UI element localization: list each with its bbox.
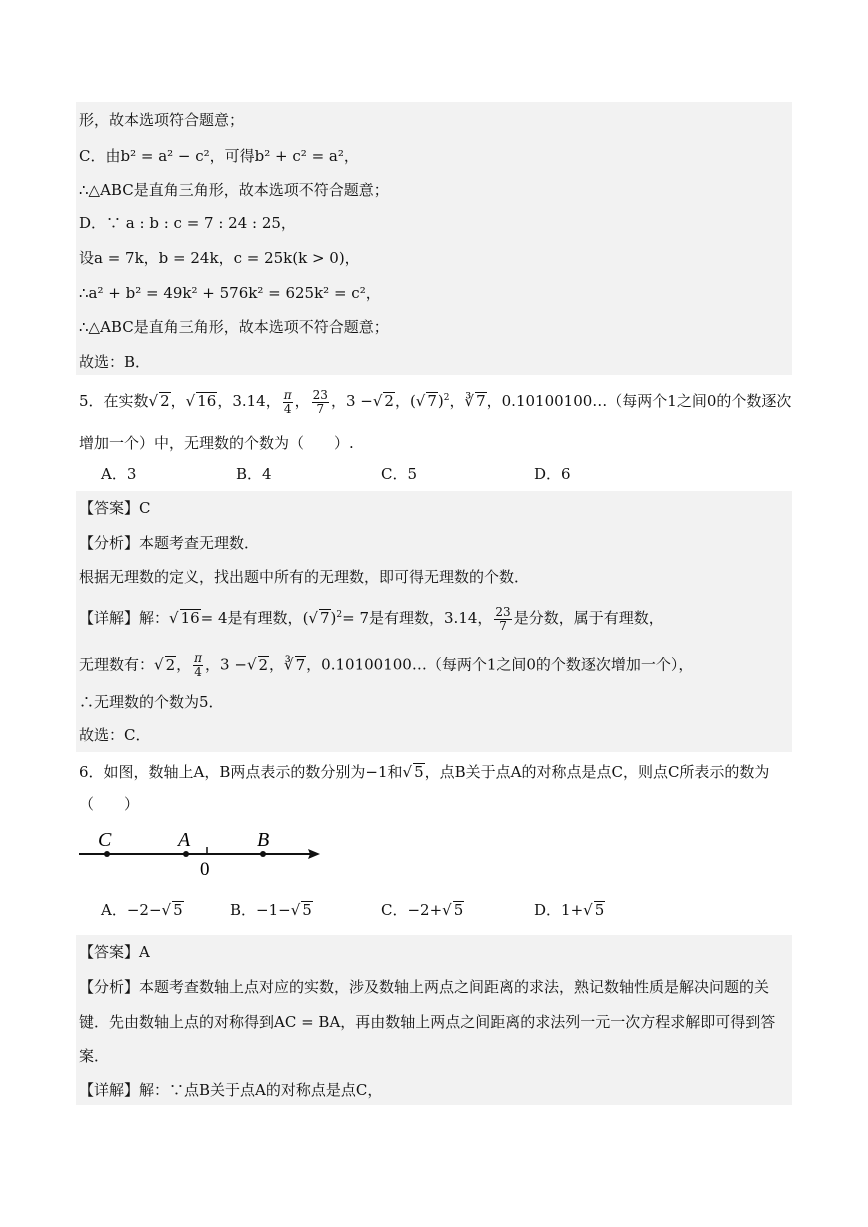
- q5-314: 3.14: [232, 392, 266, 410]
- q6-opt-b-sqrt: 5: [302, 901, 312, 919]
- q5-decimal: 0.10100100…（每两个1之间0的个数逐次: [501, 392, 792, 410]
- q5-detail-sqrt16: 16: [180, 609, 200, 627]
- q6-answer: 【答案】A: [79, 943, 150, 961]
- q6-option-d: D．1+√ 5: [534, 901, 605, 919]
- q5-final: 故选：C．: [79, 726, 151, 744]
- q5-irr-pi: π: [194, 651, 203, 665]
- q5-detail-7: 7: [499, 618, 507, 633]
- q6-analysis-1: 【分析】本题考查数轴上点对应的实数，涉及数轴上两点之间距离的求法，熟记数轴性质是解决问题的关: [79, 978, 770, 996]
- prev-line-2: C．由b² = a² − c²，可得b² + c² = a²，: [79, 147, 359, 165]
- q5-three-minus: 3 −: [345, 392, 373, 410]
- prev-line-5: 设a = 7k，b = 24k，c = 25k(k > 0)，: [79, 249, 360, 267]
- q5-irr-three-minus: 3 −: [220, 655, 247, 674]
- q5-stem-line-2: 增加一个）中，无理数的个数为（ ）.: [79, 434, 354, 452]
- q5-answer: 【答案】C: [79, 499, 151, 517]
- q6-analysis-3: 案．: [79, 1047, 110, 1065]
- prev-line-1: 形，故本选项符合题意；: [79, 111, 245, 129]
- q6-sqrt5: 5: [414, 763, 424, 781]
- q6-opt-c-sqrt: 5: [453, 901, 464, 919]
- q6-stem-b: ，点B关于点A的对称点是点C，则点C所表示的数为: [424, 763, 770, 781]
- q5-23: 23: [312, 387, 328, 402]
- q5-count: ∴无理数的个数为5．: [79, 693, 224, 711]
- q5-sq7: 7: [427, 392, 437, 410]
- q5-option-c: C．5: [381, 465, 418, 483]
- prev-line-6: ∴a² + b² = 49k² + 576k² = 625k² = c²，: [79, 284, 381, 302]
- label-a: A: [178, 829, 191, 851]
- q5-irrationals: 无理数有：√ 2， $\frac{\pi}{4}$ ，3 −√ 2，∛ 7，0.10100100…（每两个1之间0的个数逐次增加一个），: [79, 651, 694, 679]
- q5-detail-d: 是分数，属于有理数，: [513, 609, 664, 627]
- q5-detail-sq7: 7: [319, 609, 330, 627]
- number-line-figure: [76, 826, 336, 882]
- q5-irr-sqrt2b: 2: [258, 655, 269, 674]
- q5-irr-frac-pi4: [193, 652, 203, 679]
- q5-frac-pi4: [283, 389, 293, 416]
- q5-cbrt7: 7: [476, 392, 486, 410]
- q5-sqrt16: 16: [197, 392, 217, 410]
- point-a: [183, 851, 189, 857]
- point-b: [260, 851, 266, 857]
- q5-detail-a: 【详解】解：: [79, 609, 170, 627]
- q6-stem-a: 6．如图，数轴上A，B两点表示的数分别为−1和: [79, 763, 403, 781]
- q5-irr-b: 0.10100100…（每两个1之间0的个数逐次增加一个），: [321, 655, 694, 674]
- q5-analysis-2: 根据无理数的定义，找出题中所有的无理数，即可得无理数的个数．: [79, 568, 530, 586]
- q5-detail-23: 23: [495, 604, 511, 619]
- q6-option-b: B．−1−√ 5: [230, 901, 312, 919]
- q6-opt-b-text: B．−1−: [230, 901, 291, 919]
- q5-analysis: 【分析】本题考查无理数．: [79, 534, 260, 552]
- q5-irr-a: 无理数有：: [79, 655, 155, 674]
- q5-four: 4: [283, 401, 292, 416]
- q6-analysis-2: 键．先由数轴上点的对称得到AC = BA，再由数轴上两点之间距离的求法列一元一次方程求解即可得到答: [79, 1013, 776, 1031]
- q5-option-b: B．4: [236, 465, 272, 483]
- q5-option-a: A．3: [101, 465, 137, 483]
- q6-opt-a-text: A．−2−: [101, 901, 162, 919]
- prev-line-3: ∴△ABC是直角三角形，故本选项不符合题意；: [79, 181, 389, 199]
- label-c: C: [98, 829, 112, 851]
- q5-frac-23-7: [312, 389, 329, 416]
- q5-irr-sqrt2: 2: [165, 655, 176, 674]
- q5-option-d: D．6: [534, 465, 571, 483]
- point-c: [104, 851, 110, 857]
- label-b: B: [257, 829, 270, 851]
- q6-opt-c-text: C．−2+: [381, 901, 443, 919]
- q6-opt-a-sqrt: 5: [173, 901, 183, 919]
- prev-line-8: 故选：B．: [79, 353, 151, 371]
- q5-pi: π: [283, 387, 292, 402]
- q5-sqrt2: 2: [160, 392, 170, 410]
- q5-stem: 5．在实数√ 2，√ 16，3.14， $\frac{\pi}{4}$ ， $\frac{23}{7}$ ，3 −√ 2，(√ 7)$^2$，∛ 7，0.10100100…（每两个1之间0的个数逐次: [79, 387, 792, 416]
- q6-option-c: C．−2+√ 5: [381, 901, 464, 919]
- prev-line-7: ∴△ABC是直角三角形，故本选项不符合题意；: [79, 318, 389, 336]
- q5-irr-four: 4: [194, 665, 202, 679]
- q6-opt-d-sqrt: 5: [594, 901, 605, 919]
- q6-opt-d-text: D．1+: [534, 901, 584, 919]
- q5-detail-frac: [494, 606, 511, 633]
- q5-7: 7: [316, 401, 325, 416]
- q6-option-a: A．−2−√ 5: [101, 901, 183, 919]
- q5-stem-start: 5．在实数: [79, 392, 149, 410]
- q5-irr-cbrt7: 7: [295, 655, 306, 674]
- q5-detail-c: = 7是有理数，3.14，: [342, 609, 493, 627]
- q6-paren: （ ）: [79, 795, 140, 813]
- q6-stem: 6．如图，数轴上A，B两点表示的数分别为−1和√ 5，点B关于点A的对称点是点C，则点C所表示的数为: [79, 763, 770, 781]
- label-zero: 0: [200, 859, 210, 880]
- q5-sqrt2b: 2: [384, 392, 394, 410]
- q5-detail: 【详解】解：√ 16= 4是有理数，(√ 7)$^2$= 7是有理数，3.14， $\frac{23}{7}$ 是分数，属于有理数，: [79, 604, 664, 633]
- q6-detail: 【详解】解：∵点B关于点A的对称点是点C，: [79, 1081, 383, 1099]
- prev-line-4: D．∵ a : b : c = 7 : 24 : 25，: [79, 214, 296, 232]
- q5-detail-b: = 4是有理数，: [200, 609, 303, 627]
